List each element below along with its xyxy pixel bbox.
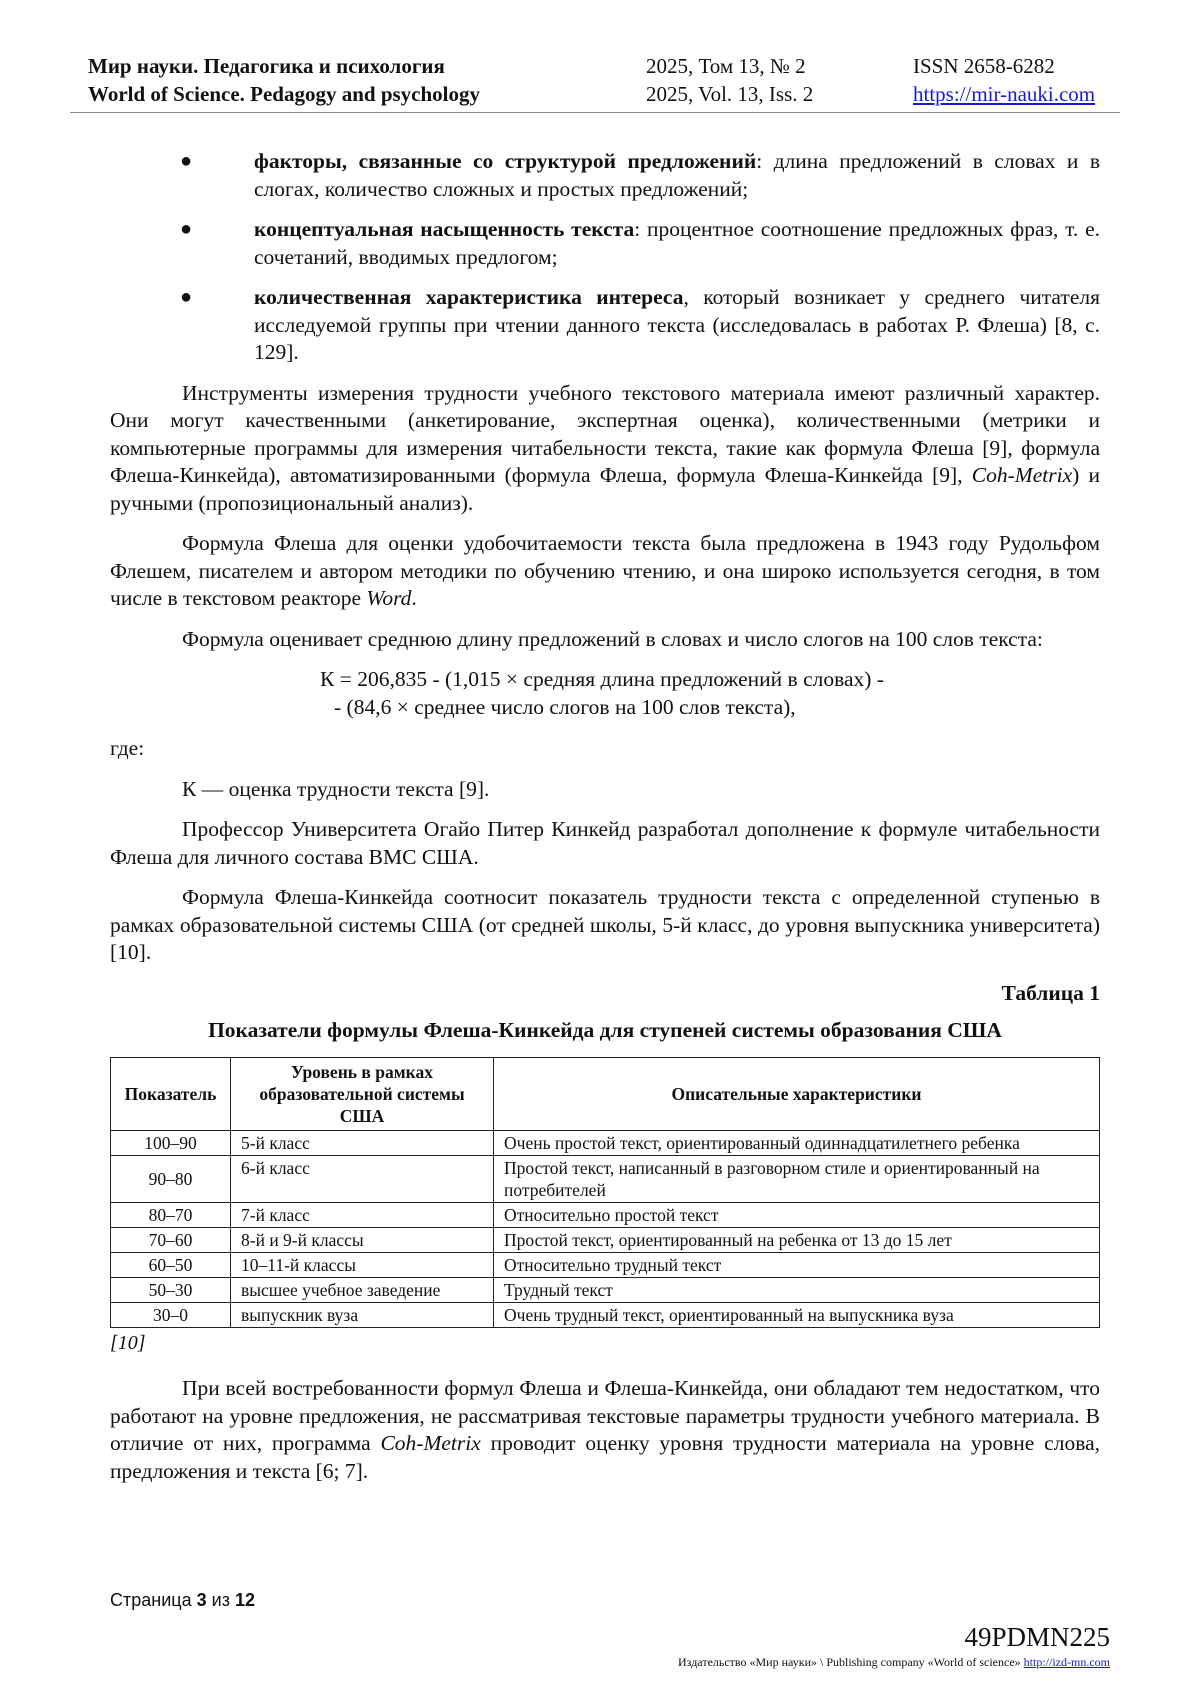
cell-score: 30–0	[111, 1302, 231, 1327]
journal-title	[88, 52, 480, 108]
flesch-kincaid-table	[110, 1057, 1100, 1328]
page-counter: Страница 3 из 12	[110, 1590, 255, 1610]
paragraph-flesch-history: Формула Флеша для оценки удобочитаемости текста была предложена в 1943 году Рудольфом Флешем, писателем и автором методики по обучению чтению, и она широко используется сегодня, в том числе в текстовом реакторе Word.	[110, 531, 1100, 610]
list-item-text: : длина предложений в словах и в слогах, количество сложных и простых предложений;	[254, 149, 1100, 201]
bullet-icon: ●	[180, 150, 193, 172]
cell-score: 50–30	[111, 1277, 231, 1302]
journal-title-ru: Мир науки. Педагогика и психология	[88, 54, 445, 78]
column-header-score: Показатель	[111, 1057, 231, 1130]
issue-info-en: 2025, Vol. 13, Iss. 2	[646, 82, 814, 106]
list-item-term: концептуальная насыщенность текста	[254, 217, 635, 241]
total-pages: 12	[234, 1590, 255, 1610]
journal-url-link[interactable]: https://mir-nauki.com	[913, 82, 1096, 106]
cell-score: 60–50	[111, 1252, 231, 1277]
formula-line-1: К = 206,835 - (1,015 × средняя длина предложений в словах) -	[320, 667, 884, 691]
cell-score: 70–60	[111, 1227, 231, 1252]
table-title: Показатели формулы Флеша-Кинкейда для ступеней системы образования США	[208, 1018, 1002, 1042]
table-row	[111, 1202, 1100, 1227]
cell-description: Простой текст, написанный в разговорном стиле и ориентированный на потребителей	[494, 1155, 1100, 1202]
column-header-level: Уровень в рамках образовательной системы США	[231, 1057, 494, 1130]
k-definition: К — оценка трудности текста [9].	[182, 776, 490, 801]
issn-block	[913, 52, 1095, 108]
bullet-icon: ●	[180, 286, 193, 308]
table-row	[111, 1302, 1100, 1327]
bullet-icon: ●	[180, 218, 193, 240]
list-item-term: количественная характеристика интереса	[254, 285, 684, 309]
table-source: [10]	[110, 1331, 146, 1354]
cell-level: 8-й и 9-й классы	[231, 1227, 494, 1252]
publisher-line	[678, 1655, 1110, 1670]
publisher-name: Издательство «Мир науки» \ Publishing company «World of science»	[678, 1655, 1021, 1669]
cell-score: 80–70	[111, 1202, 231, 1227]
word-term: Word	[366, 586, 412, 610]
current-page: 3	[196, 1590, 207, 1610]
list-item	[110, 284, 1100, 367]
cell-description: Трудный текст	[494, 1277, 1100, 1302]
list-item	[110, 148, 1100, 203]
table-label: Таблица 1	[1001, 980, 1100, 1005]
paragraph-formula-intro: Формула оценивает среднюю длину предложений в словах и число слогов на 100 слов текста:	[182, 626, 1043, 651]
cell-description: Относительно трудный текст	[494, 1252, 1100, 1277]
cell-description: Очень трудный текст, ориентированный на выпускника вуза	[494, 1302, 1100, 1327]
issn: ISSN 2658-6282	[913, 54, 1055, 78]
cell-level: 7-й класс	[231, 1202, 494, 1227]
cell-description: Очень простой текст, ориентированный одиннадцатилетнего ребенка	[494, 1130, 1100, 1155]
cell-level: 5-й класс	[231, 1130, 494, 1155]
table-row	[111, 1155, 1100, 1202]
paragraph-instruments: Инструменты измерения трудности учебного текстового материала имеют различный характер. Они могут качественными (анкетирование, экспертная оценка), количественными (метрики и компьютерные программы для измерения читабельности текста, такие как формула Флеша [9], формула Флеша-Кинкейда), автоматизированными (формула Флеша, формула Флеша-Кинкейда [9], Coh-Metrix) и ручными (пропозициональный анализ).	[110, 380, 1100, 515]
table-row	[111, 1130, 1100, 1155]
cell-level: 10–11-й классы	[231, 1252, 494, 1277]
journal-title-en: World of Science. Pedagogy and psychology	[88, 82, 481, 106]
cell-level: 6-й класс	[231, 1155, 494, 1202]
cell-score: 90–80	[111, 1155, 231, 1202]
table-row	[111, 1227, 1100, 1252]
paragraph-kincaid: Профессор Университета Огайо Питер Кинкейд разработал дополнение к формуле читабельности Флеша для личного состава ВМС США.	[110, 817, 1100, 869]
list-item-text: : процентное соотношение предложных фраз, т. е. сочетаний, вводимых предлогом;	[254, 217, 1100, 269]
table-header-row	[111, 1057, 1100, 1130]
table-row	[111, 1277, 1100, 1302]
article-body	[110, 148, 1100, 1498]
factor-list	[110, 148, 1100, 367]
where-label: где:	[110, 736, 145, 760]
list-item-term: факторы, связанные со структурой предложений	[254, 149, 757, 173]
cell-level: выпускник вуза	[231, 1302, 494, 1327]
flesch-formula	[110, 666, 1100, 721]
coh-metrix-term: Coh-Metrix	[971, 463, 1073, 487]
list-item	[110, 216, 1100, 271]
cell-level: высшее учебное заведение	[231, 1277, 494, 1302]
paragraph-flesch-kincaid: Формула Флеша-Кинкейда соотносит показатель трудности текста с определенной ступенью в рамках образовательной системы США (от средней школы, 5-й класс, до уровня выпускника университета) [10].	[110, 885, 1100, 964]
cell-score: 100–90	[111, 1130, 231, 1155]
issue-info-ru: 2025, Том 13, № 2	[646, 54, 806, 78]
issue-info	[646, 52, 813, 108]
cell-description: Простой текст, ориентированный на ребенка от 13 до 15 лет	[494, 1227, 1100, 1252]
paragraph-limitations: При всей востребованности формул Флеша и Флеша-Кинкейда, они обладают тем недостатком, что работают на уровне предложения, не рассматривая текстовые параметры трудности учебного материала. В отличие от них, программа Coh-Metrix проводит оценку уровня трудности материала на уровне слова, предложения и текста [6; 7].	[110, 1376, 1100, 1483]
formula-line-2: - (84,6 × среднее число слогов на 100 слов текста),	[334, 694, 796, 719]
list-item-text: , который возникает у среднего читателя исследуемой группы при чтении данного текста (исследовалась в работах Р. Флеша) [8, с. 129].	[254, 285, 1100, 364]
coh-metrix-term: Coh-Metrix	[380, 1431, 481, 1455]
cell-description: Относительно простой текст	[494, 1202, 1100, 1227]
column-header-description: Описательные характеристики	[494, 1057, 1100, 1130]
table-row	[111, 1252, 1100, 1277]
publisher-url-link[interactable]: http://izd-mn.com	[1023, 1655, 1110, 1669]
article-code: 49PDMN225	[964, 1622, 1110, 1652]
running-header	[70, 52, 1120, 113]
